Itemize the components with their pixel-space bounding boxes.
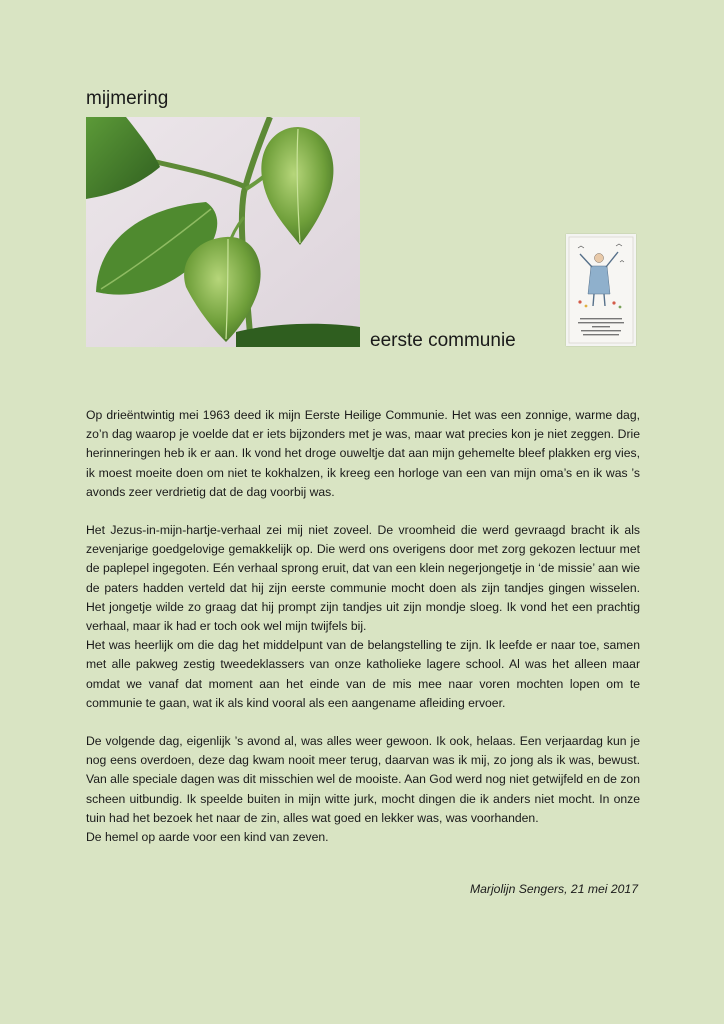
page-heading: mijmering: [86, 88, 169, 109]
paragraph-5: De hemel op aarde voor een kind van zeven.: [86, 830, 329, 845]
author-signature: Marjolijn Sengers, 21 mei 2017: [469, 882, 638, 896]
plant-photo-graphic: [86, 117, 360, 347]
communion-card-image: [566, 234, 636, 346]
article-body: [86, 406, 640, 847]
paragraph-2: Het Jezus-in-mijn-hartje-verhaal zei mij niet zoveel. De vroomheid die werd gevraagd bracht ik als zevenjarige goedgelovige gemakkelijk op. Die werd ons overigens door met zorg gekozen lectuur met de paplepel ingegoten. Eén verhaal sprong eruit, dat van een klein negerjongetje in ‘de missie’ aan wie de paters hadden verteld dat hij zijn eerste communie mocht doen als zijn tandjes gingen wisselen. Het jongetje wilde zo graag dat hij prompt zijn tandjes uit zijn mondje sloeg. Ik vond het een prachtig verhaal, maar ik had er toch ook wel mijn twijfels bij.: [86, 523, 640, 634]
paragraph-4: De volgende dag, eigenlijk ’s avond al, was alles weer gewoon. Ik ook, helaas. Een verjaardag kun je nog eens overdoen, deze dag kwam nooit meer terug, daarvan was ik mij, zo jong als ik was, bewust. Van alle speciale dagen was dit misschien wel de mooiste. Aan God werd nog niet getwijfeld en de zon scheen uitbundig. Ik speelde buiten in mijn witte jurk, mocht dingen die ik anders niet mocht. In onze tuin had het bezoek het naar de zin, alles wat goed en lekker was, was voorhanden.: [86, 734, 640, 825]
paragraph-3: Het was heerlijk om die dag het middelpunt van de belangstelling te zijn. Ik leefde er naar toe, samen met alle pakweg zestig tweedeklassers van onze katholieke lagere school. Al was het alleen maar omdat we vanaf dat moment aan het einde van de mis mee naar voren mochten lopen om te communie te gaan, wat ik als kind vooral als een aangename afleiding ervoer.: [86, 638, 640, 710]
section-title: eerste communie: [370, 330, 516, 351]
physalis-plant-photo: [86, 117, 360, 347]
communion-card-illustration: [566, 234, 636, 346]
paragraph-1: Op drieëntwintig mei 1963 deed ik mijn Eerste Heilige Communie. Het was een zonnige, warme dag, zo’n dag waarop je voelde dat er iets bijzonders met je was, maar wat precies kon je niet zeggen. Drie herinneringen heb ik er aan. Ik vond het droge ouweltje dat aan mijn gehemelte bleef plakken erg vies, ik moest moeite doen om niet te kokhalzen, ik kreeg een horloge van een van mijn oma’s en ik was ’s avonds zeer verdrietig dat de dag voorbij was.: [86, 408, 640, 499]
